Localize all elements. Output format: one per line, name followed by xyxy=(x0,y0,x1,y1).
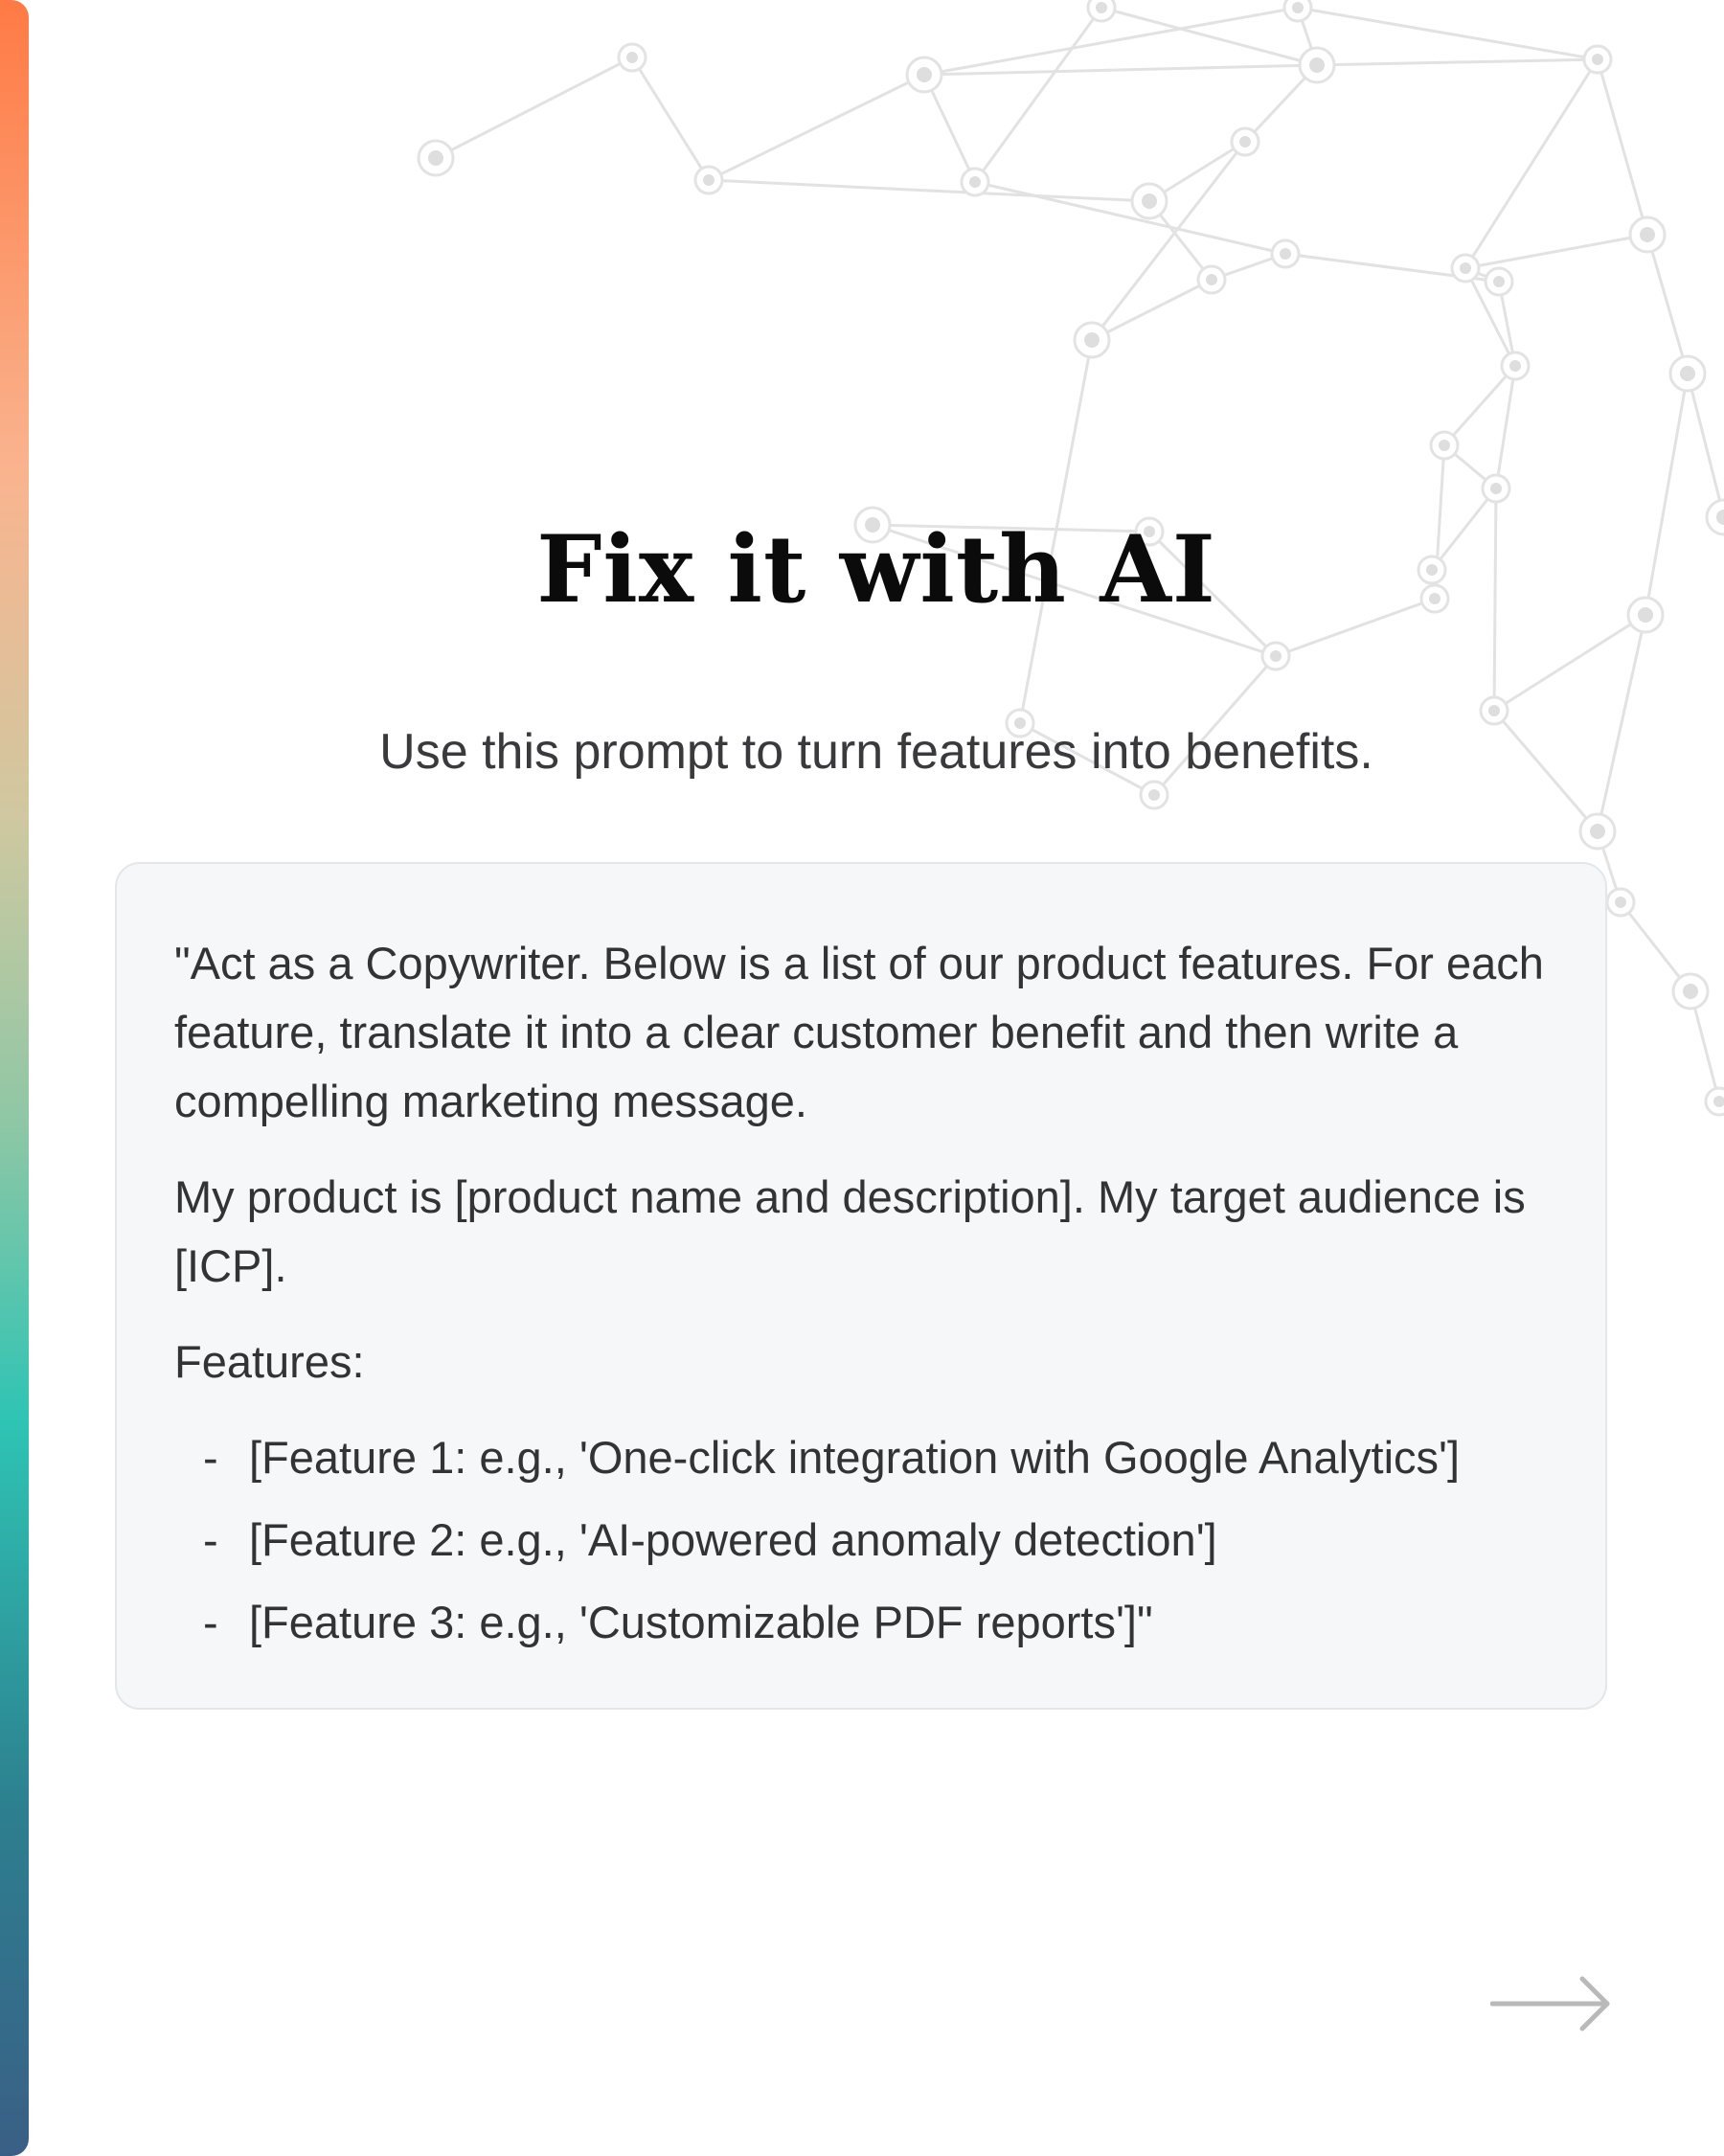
prompt-paragraph-features-heading: Features: xyxy=(174,1336,365,1387)
network-edge xyxy=(1298,8,1598,59)
prompt-paragraph-instructions: "Act as a Copywriter. Below is a list of our product features. For each feature, translate it into a clear customer benefit and then write a compelling marketing message. xyxy=(174,938,1544,1126)
network-node-dot xyxy=(1592,54,1603,65)
network-edge xyxy=(709,180,1149,201)
network-edge xyxy=(1494,615,1645,711)
network-node-dot xyxy=(1590,824,1605,839)
network-node-dot xyxy=(1292,2,1304,13)
slide-subtitle: Use this prompt to turn features into benefits. xyxy=(379,724,1373,780)
feature-item xyxy=(203,1506,1548,1575)
network-edge xyxy=(1465,235,1647,268)
network-node-dot xyxy=(1460,262,1471,274)
network-node-dot xyxy=(969,176,981,188)
feature-item xyxy=(203,1588,1548,1657)
bullet-dash: - xyxy=(203,1432,218,1483)
network-node-dot xyxy=(1239,136,1251,148)
arrow-right-icon[interactable] xyxy=(1490,1975,1613,2032)
feature-item xyxy=(203,1423,1548,1492)
bullet-dash: - xyxy=(203,1597,218,1647)
slide-title: Fix it with AI xyxy=(536,515,1216,624)
network-node-dot xyxy=(1270,650,1282,662)
network-node-dot xyxy=(1142,193,1157,209)
network-node-dot xyxy=(1488,705,1500,716)
network-edge xyxy=(1092,280,1212,340)
network-edge xyxy=(1688,374,1724,517)
network-node-dot xyxy=(1148,789,1160,801)
network-edge xyxy=(632,57,709,180)
network-node-dot xyxy=(1509,360,1521,372)
feature-item-text: [Feature 3: e.g., 'Customizable PDF reports']" xyxy=(249,1597,1153,1647)
network-node-dot xyxy=(1680,366,1695,381)
network-edge xyxy=(924,65,1317,75)
network-edge xyxy=(1647,235,1688,374)
network-edge xyxy=(436,57,632,158)
network-edge xyxy=(1317,59,1598,65)
network-node-dot xyxy=(1309,57,1325,73)
network-node-dot xyxy=(703,174,715,186)
network-edge xyxy=(975,182,1285,254)
network-edge xyxy=(1598,59,1647,235)
network-node-dot xyxy=(1206,274,1217,285)
network-node-dot xyxy=(1640,227,1655,242)
network-node-dot xyxy=(1683,984,1698,999)
network-edge xyxy=(975,8,1101,182)
network-node-dot xyxy=(626,52,638,63)
network-edge xyxy=(709,75,924,180)
feature-item-text: [Feature 2: e.g., 'AI-powered anomaly detection'] xyxy=(249,1514,1217,1565)
bullet-dash: - xyxy=(203,1514,218,1565)
feature-list xyxy=(174,1423,1548,1657)
network-node-dot xyxy=(1096,2,1107,13)
network-node-dot xyxy=(1439,440,1450,451)
network-node-dot xyxy=(1280,248,1291,260)
prompt-paragraph-product: My product is [product name and description]. My target audience is [ICP]. xyxy=(174,1171,1526,1291)
network-edge xyxy=(1092,142,1245,340)
prompt-card xyxy=(115,862,1607,1710)
network-edge xyxy=(1465,59,1598,268)
network-node-dot xyxy=(1493,276,1505,287)
network-node-dot xyxy=(428,150,443,166)
feature-item-text: [Feature 1: e.g., 'One-click integration with Google Analytics'] xyxy=(249,1432,1461,1483)
network-node-dot xyxy=(917,67,932,82)
network-node-dot xyxy=(1084,332,1100,348)
network-node-dot xyxy=(1615,896,1626,908)
network-node-dot xyxy=(1490,483,1502,494)
